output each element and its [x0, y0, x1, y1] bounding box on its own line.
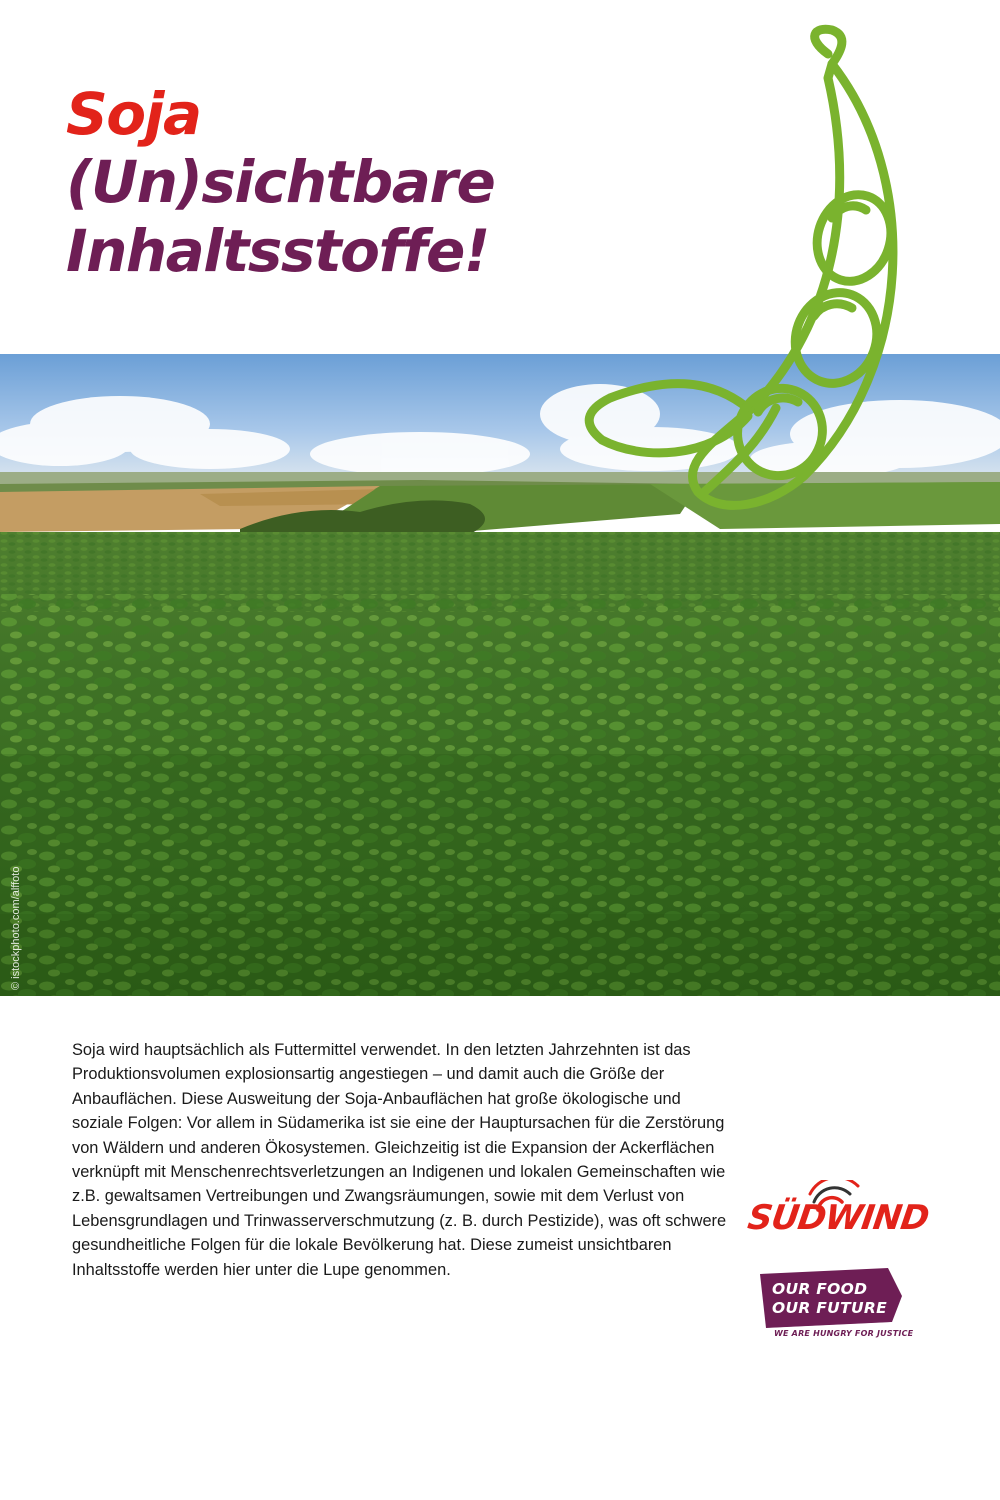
- off-tagline: WE ARE HUNGRY FOR JUSTICE: [774, 1329, 914, 1338]
- soybean-pod-icon: [570, 20, 910, 520]
- title-line-inhaltsstoffe: Inhaltsstoffe!: [66, 216, 489, 285]
- title-line-unsichtbare: (Un)sichtbare: [66, 148, 495, 217]
- off-line-our-food: OUR FOOD: [772, 1280, 868, 1298]
- page-title: [66, 80, 494, 285]
- off-line-our-future: OUR FUTURE: [772, 1299, 887, 1317]
- sudwind-logo: [745, 1180, 931, 1250]
- intro-paragraph: Soja wird hauptsächlich als Futtermittel verwendet. In den letzten Jahrzehnten ist das Produktionsvolumen explosionsartig angestiegen – und damit auch die Größe der Anbauflächen. Diese Ausweitung der Soja-Anbauflächen hat große ökologische und soziale Folgen: Vor allem in Südamerika ist sie eine der Hauptursachen für die Zerstörung von Wäldern und anderen Ökosystemen. Gleichzeitig ist die Expansion der Ackerflächen verknüpft mit Menschenrechtsverletzungen an Indigenen und lokalen Gemeinschaften wie z.B. gewaltsamen Vertreibungen und Zwangsräumungen, sowie mit dem Verlust von Lebensgrundlagen und Trinwasserverschmutzung (z. B. durch Pestizide), was oft schwere gesundheitliche Folgen für die lokale Bevölkerung hat. Diese zumeist unsichtbaren Inhaltsstoffe werden hier unter die Lupe genommen.: [72, 1041, 727, 1279]
- title-line-soja: Soja: [66, 80, 201, 148]
- sudwind-wordmark: SÜDWIND: [745, 1198, 931, 1238]
- our-food-our-future-logo: [752, 1266, 912, 1352]
- photo-credit: © istockphoto.com/alffoto: [10, 866, 22, 990]
